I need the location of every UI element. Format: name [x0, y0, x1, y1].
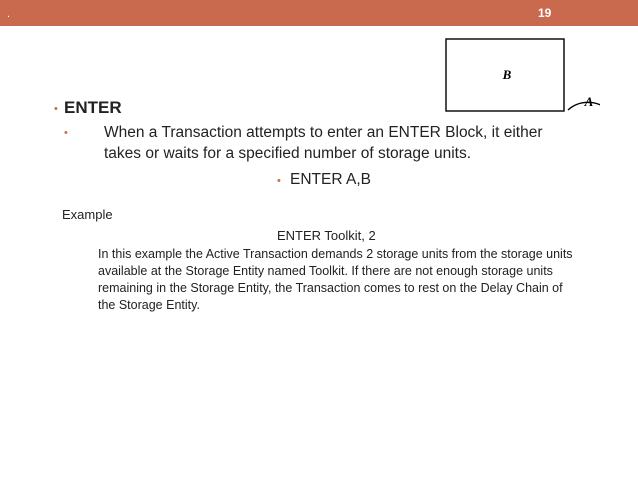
example-code: ENTER Toolkit, 2 [277, 228, 376, 243]
slide-number: 19 [538, 6, 552, 20]
example-label: Example [62, 207, 113, 222]
syntax-text: ENTER A,B [290, 171, 371, 188]
box-label: B [502, 67, 512, 82]
description-text: When a Transaction attempts to enter an ENTER Block, it either takes or waits for a specified number of storage units. [104, 124, 543, 162]
header-dot: . [7, 8, 11, 20]
bullet-dot: • [54, 103, 58, 115]
header-bar [0, 0, 638, 26]
example-paragraph: In this example the Active Transaction demands 2 storage units from the storage units available at the Storage Entity named Toolkit. If there are not enough storage units remaining in the Storage Entity, the Transaction comes to rest on the Delay Chain of the Storage Entity. [98, 247, 573, 312]
arc-label: A [584, 94, 594, 109]
bullet-dot: • [277, 175, 281, 187]
enter-block-diagram [440, 34, 600, 124]
bullet-dot: • [64, 127, 68, 139]
heading-enter: ENTER [64, 98, 122, 117]
